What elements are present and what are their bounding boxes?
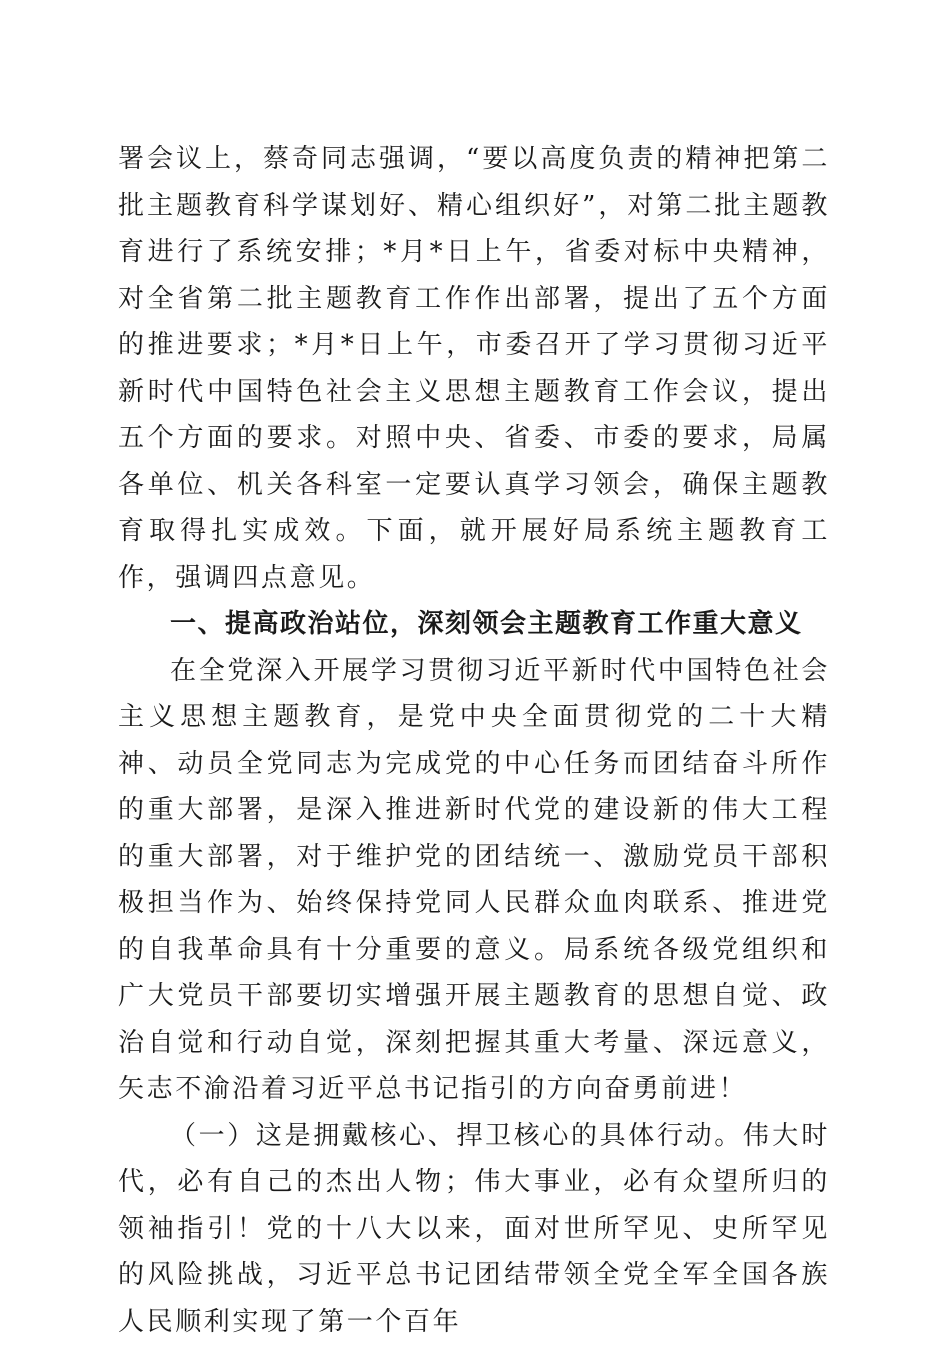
subsection-body: 伟大时代，必有自己的杰出人物；伟大事业，必有众望所归的领袖指引！党的十八大以来，面对世所罕见、史所罕见的风险挑战，习近平总书记团结带领全党全军全国各族人民顺利实现了第一个百年: [118, 1121, 830, 1337]
section-heading: 一、提高政治站位，深刻领会主题教育工作重大意义: [118, 601, 830, 648]
paragraph: 在全党深入开展学习贯彻习近平新时代中国特色社会主义思想主题教育，是党中央全面贯彻党的二十大精神、动员全党同志为完成党的中心任务而团结奋斗所作的重大部署，是深入推进新时代党的建设新的伟大工程的重大部署，对于维护党的团结统一、激励党员干部积极担当作为、始终保持党同人民群众血肉联系、推进党的自我革命具有十分重要的意义。局系统各级党组织和广大党员干部要切实增强开展主题教育的思想自觉、政治自觉和行动自觉，深刻把握其重大考量、深远意义，矢志不渝沿着习近平总书记指引的方向奋勇前进！: [118, 648, 830, 1113]
paragraph-continued: 署会议上，蔡奇同志强调，“要以高度负责的精神把第二批主题教育科学谋划好、精心组织好”，对第二批主题教育进行了系统安排；*月*日上午，省委对标中央精神，对全省第二批主题教育工作作出部署，提出了五个方面的推进要求；*月*日上午，市委召开了学习贯彻习近平新时代中国特色社会主义思想主题教育工作会议，提出五个方面的要求。对照中央、省委、市委的要求，局属各单位、机关各科室一定要认真学习领会，确保主题教育取得扎实成效。下面，就开展好局系统主题教育工作，强调四点意见。: [118, 136, 830, 601]
subsection-heading: （一）这是拥戴核心、捍卫核心的具体行动。: [170, 1121, 743, 1151]
subsection-paragraph: [118, 1113, 830, 1345]
document-body: [118, 136, 830, 1345]
